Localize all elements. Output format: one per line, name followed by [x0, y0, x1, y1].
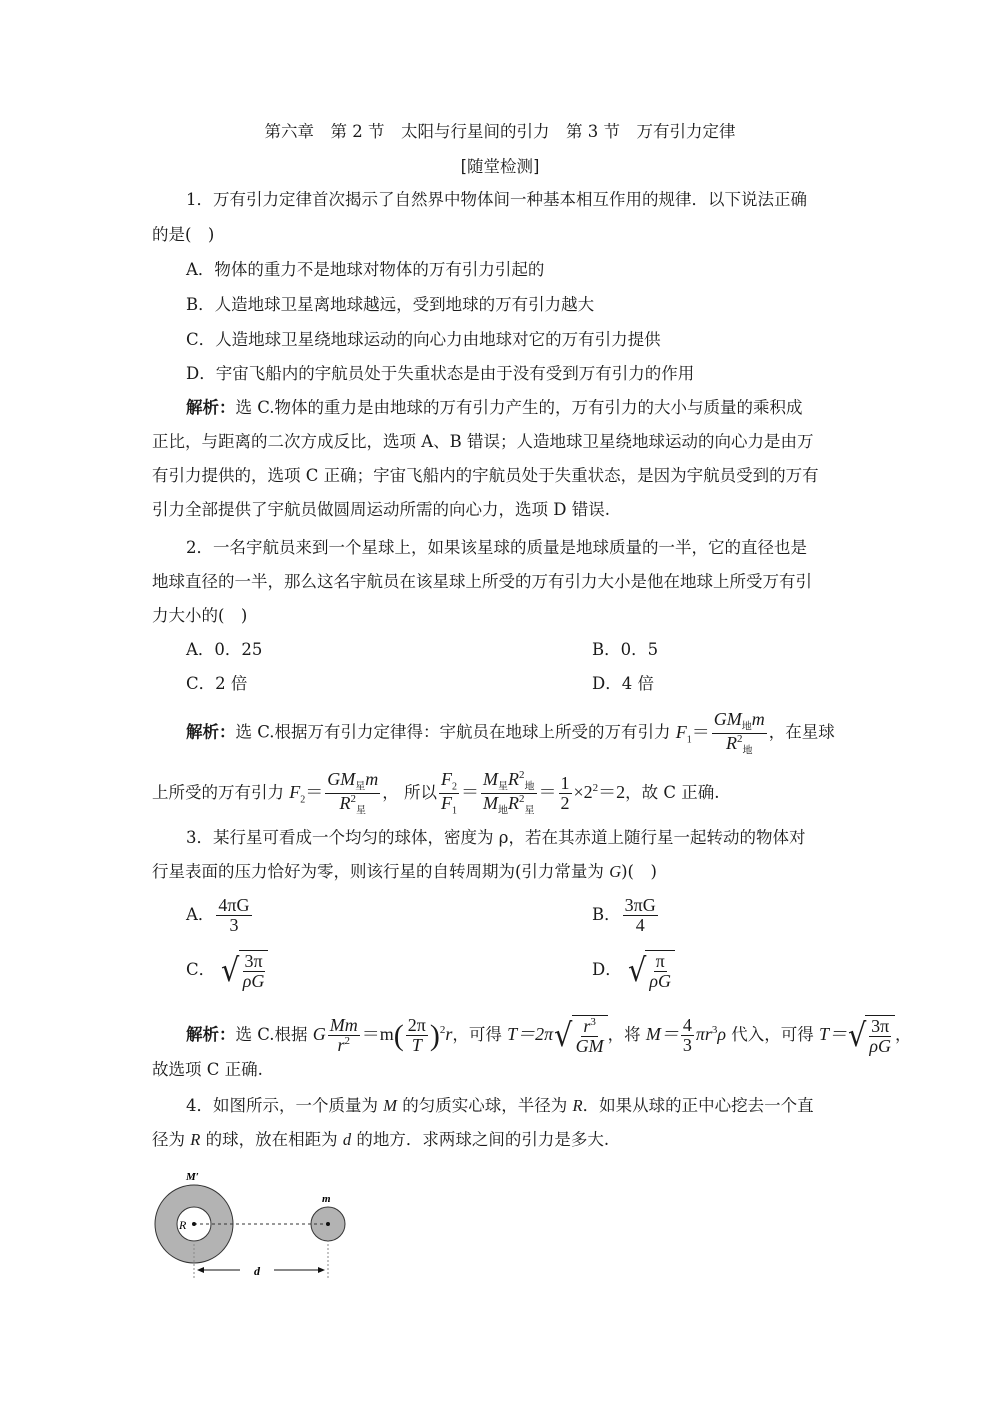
q1-option-a: A．物体的重力不是地球对物体的万有引力引起的: [186, 260, 545, 279]
q2-analysis-text3: 上所受的万有引力: [152, 783, 290, 802]
label-big-mass: M′: [186, 1171, 199, 1183]
center-dot-big: [192, 1222, 196, 1226]
arrow-left-icon: [197, 1267, 204, 1273]
q3-stem-line1: 3．某行星可看成一个均匀的球体，密度为 ρ，若在其赤道上随行星一起转动的物体对: [186, 828, 806, 847]
q1-option-c: C．人造地球卫星绕地球运动的向心力由地球对它的万有引力提供: [186, 330, 661, 349]
q1-analysis-line2: 正比，与距离的二次方成反比，选项 A、B 错误；人造地球卫星绕地球运动的向心力是由万: [152, 432, 814, 451]
q2-analysis-line2: [152, 768, 852, 821]
q2-analysis-text2: ，在星球: [768, 722, 835, 742]
formula-ratio: $\frac{F_2}{F_1}$ ＝ $\frac{M_星R^2_地}{M_地R^2_星}$ ＝ $\frac{1}{2}$ $\times 2^2=2$: [441, 769, 626, 817]
q3-option-b: B． $\frac{3\pi G}{4}$: [592, 895, 656, 935]
q2-stem-line3: 力大小的( ): [152, 606, 248, 625]
formula-f1: $F_1=$ $\frac{GM_地m}{R^2_地}$: [675, 709, 765, 757]
q1-analysis-line4: 引力全部提供了宇航员做圆周运动所需的向心力，选项 D 错误.: [152, 500, 610, 519]
q1-analysis-line3: 有引力提供的，选项 C 正确；宇宙飞船内的宇航员处于失重状态，是因为宇航员受到的万有: [152, 466, 819, 485]
analysis-label: 解析：: [186, 1025, 236, 1044]
q2-option-c: C．2 倍: [186, 674, 248, 693]
q3-option-a: A． $\frac{4\pi G}{3}$: [186, 895, 250, 935]
q1-stem-line2: 的是( ): [152, 225, 215, 244]
q2-option-a: A．0．25: [186, 640, 263, 659]
q3-stem-line2: 行星表面的压力恰好为零，则该行星的自转周期为(引力常量为 G)( ): [152, 862, 657, 881]
q3-analysis-line1: 解析：选 C.根据 G $\frac{Mm}{r^2}$ ＝m( $\frac{2\pi}{T}$ )$^2$r，可得 T＝2π √ $\frac{r^3}{GM}$ ，将 M＝ $\frac{4}{3}$ $\pi r^3\rho$ 代入，可得 T＝ √ $\frac{3\pi}{\rho G}$ ，: [186, 1015, 912, 1057]
q3-analysis-line2: 故选项 C 正确.: [152, 1060, 263, 1079]
sqrt-icon: √ $\frac{3\pi}{\rho G}$: [220, 950, 268, 991]
q2-option-d: D．4 倍: [592, 674, 654, 693]
q2-analysis-text1: 选 C.根据万有引力定律得：宇航员在地球上所受的万有引力: [235, 722, 676, 742]
q2-stem-line2: 地球直径的一半，那么这名宇航员在该星球上所受的万有引力大小是他在地球上所受万有引: [152, 572, 812, 591]
q4-stem-line2: 径为 R 的球，放在相距为 d 的地方．求两球之间的引力是多大.: [152, 1130, 610, 1149]
q2-stem-line1: 2．一名宇航员来到一个星球上，如果该星球的质量是地球质量的一半，它的直径也是: [186, 538, 807, 557]
arrow-right-icon: [318, 1267, 325, 1273]
section-heading: [随堂检测]: [460, 157, 540, 176]
page-title: 第六章 第 2 节 太阳与行星间的引力 第 3 节 万有引力定律: [264, 122, 736, 141]
q2-option-b: B．0．5: [592, 640, 659, 659]
q3-option-c: C． √ $\frac{3\pi}{\rho G}$: [186, 950, 886, 991]
analysis-label: 解析：: [186, 722, 236, 742]
q3-option-d: D． √ $\frac{\pi}{\rho G}$: [592, 950, 1000, 991]
q1-analysis-line1: [186, 396, 886, 420]
formula-f2: $F_2=$ $\frac{GM_星m}{R^2_星}$: [289, 769, 379, 817]
two-spheres-figure: [140, 1160, 370, 1290]
q2-analysis-text4: ， 所以: [382, 783, 437, 802]
center-dot-small: [326, 1222, 330, 1226]
q2-analysis-text5: ，故 C 正确.: [625, 783, 720, 802]
analysis-label: 解析：: [186, 398, 236, 417]
q1-option-d: D．宇宙飞船内的宇航员处于失重状态是由于没有受到万有引力的作用: [186, 364, 695, 383]
q1-option-b: B．人造地球卫星离地球越远，受到地球的万有引力越大: [186, 295, 595, 314]
q2-analysis-line1: [186, 710, 886, 760]
label-radius: R: [179, 1218, 187, 1232]
sqrt-icon: √ $\frac{\pi}{\rho G}$: [627, 950, 675, 991]
label-distance: d: [254, 1264, 260, 1278]
q1-analysis-text1: 选 C.物体的重力是由地球的万有引力产生的，万有引力的大小与质量的乘积成: [235, 398, 803, 417]
label-small-mass: m: [322, 1193, 331, 1205]
q1-stem-line1: 1．万有引力定律首次揭示了自然界中物体间一种基本相互作用的规律．以下说法正确: [186, 190, 807, 209]
q4-stem-line1: 4．如图所示，一个质量为 M 的匀质实心球，半径为 R．如果从球的正中心挖去一个直: [186, 1096, 814, 1115]
